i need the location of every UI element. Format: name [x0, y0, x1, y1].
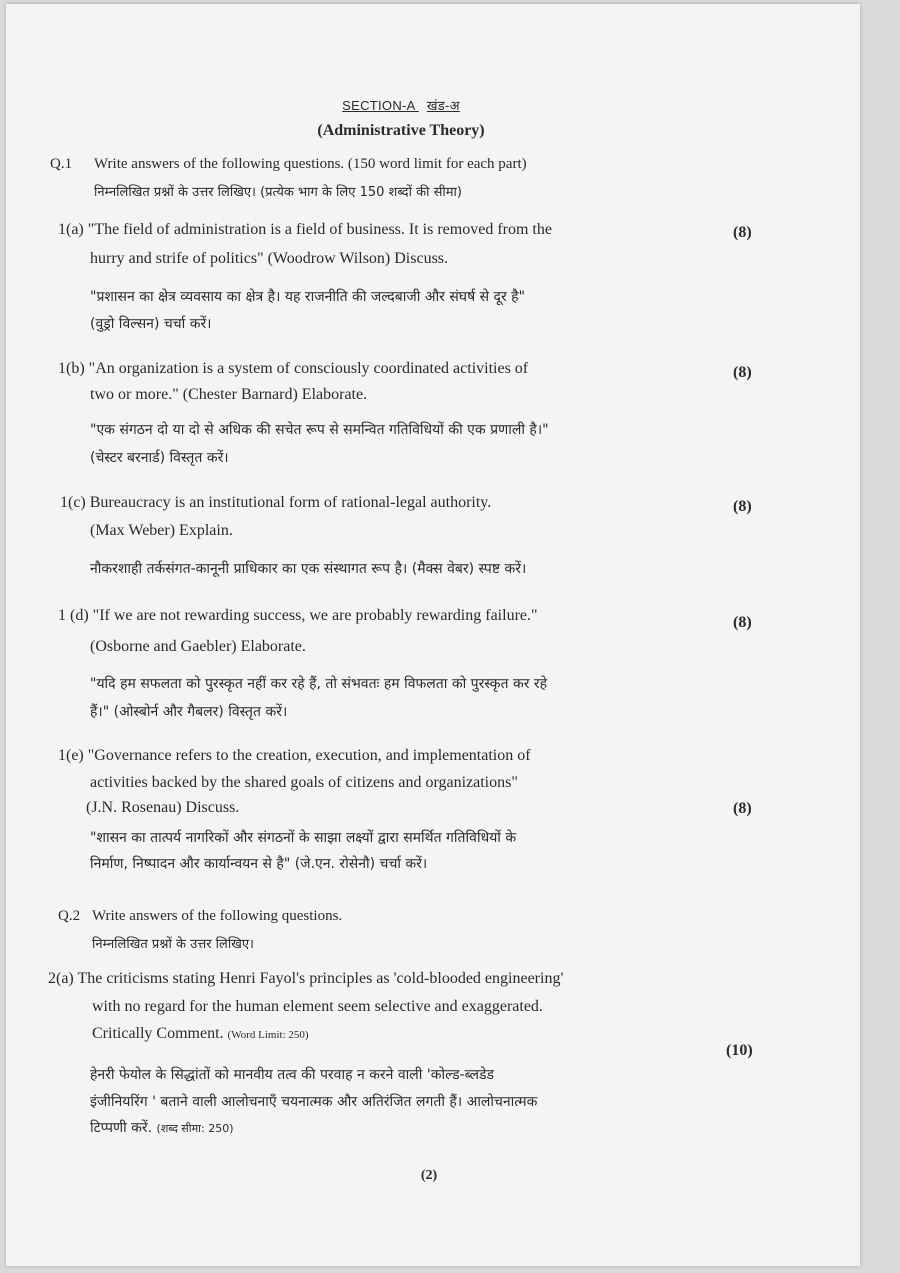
- q1c-text-line1: 1(c) Bureaucracy is an institutional form of rational-legal authority.: [60, 494, 492, 511]
- q1c-hindi-line1: नौकरशाही तर्कसंगत-कानूनी प्राधिकार का एक संस्थागत रूप है। (मैक्स वेबर) स्पष्ट करें।: [90, 561, 527, 577]
- q1e-text-line2: activities backed by the shared goals of citizens and organizations": [90, 774, 518, 791]
- q2a-hindi-comment: टिप्पणी करें.: [90, 1120, 153, 1136]
- q2a-text-line1: 2(a) The criticisms stating Henri Fayol's principles as 'cold-blooded engineering': [48, 970, 564, 987]
- q1a-hindi-line2: (वुड्रो विल्सन) चर्चा करें।: [90, 316, 212, 332]
- q1b-hindi-line1: "एक संगठन दो या दो से अधिक की सचेत रूप से समन्वित गतिविधियों की एक प्रणाली है।": [90, 422, 549, 438]
- q1c-marks: (8): [733, 498, 752, 515]
- q1e-text-line3: (J.N. Rosenau) Discuss.: [86, 799, 240, 816]
- q1b-text-line2: two or more." (Chester Barnard) Elaborate.: [90, 386, 368, 403]
- q1e-hindi-line2: निर्माण, निष्पादन और कार्यान्वयन से है" (जे.एन. रोसेनौ) चर्चा करें।: [90, 856, 428, 872]
- q2a-hindi-line2: इंजीनियरिंग ' बताने वाली आलोचनाएँ चयनात्मक और अतिरंजित लगती हैं। आलोचनात्मक: [90, 1094, 538, 1110]
- q2-instruction: Write answers of the following questions.: [92, 908, 343, 924]
- q1d-hindi-line2: हैं।" (ओस्बोर्न और गैबलर) विस्तृत करें।: [90, 704, 288, 720]
- q2a-text-line2: with no regard for the human element seem selective and exaggerated.: [92, 998, 543, 1015]
- q1b-marks: (8): [733, 364, 752, 381]
- q2a-hindi-line3: [90, 1118, 234, 1137]
- q2a-marks: (10): [726, 1042, 753, 1059]
- q2a-word-limit: (Word Limit: 250): [227, 1029, 309, 1041]
- q1b-hindi-line2: (चेस्टर बरनार्ड) विस्तृत करें।: [90, 450, 229, 466]
- q2a-word-limit-hindi: (शब्द सीमा: 250): [156, 1122, 234, 1135]
- q1c-text-line2: (Max Weber) Explain.: [90, 522, 233, 539]
- q1e-hindi-line1: "शासन का तात्पर्य नागरिकों और संगठनों के साझा लक्ष्यों द्वारा समर्थित गतिविधियों के: [90, 830, 517, 846]
- q1-number: Q.1: [50, 156, 73, 172]
- q2a-critically-comment: Critically Comment.: [92, 1025, 224, 1042]
- q1-instruction-hindi: निम्नलिखित प्रश्नों के उत्तर लिखिए। (प्रत्येक भाग के लिए 150 शब्दों की सीमा): [94, 185, 462, 200]
- q1e-text-line1: 1(e) "Governance refers to the creation, execution, and implementation of: [58, 747, 531, 764]
- q1e-marks: (8): [733, 800, 752, 817]
- section-subtitle: (Administrative Theory): [317, 122, 485, 139]
- q1a-text-line2: hurry and strife of politics" (Woodrow Wilson) Discuss.: [90, 250, 449, 267]
- q2a-hindi-line1: हेनरी फेयोल के सिद्धांतों को मानवीय तत्व की परवाह न करने वाली 'कोल्ड-ब्लडेड: [90, 1067, 494, 1083]
- q1d-text-line2: (Osborne and Gaebler) Elaborate.: [90, 638, 306, 655]
- q2a-text-line3: [92, 1025, 309, 1043]
- section-heading: [6, 96, 796, 114]
- section-label: SECTION-A: [342, 98, 415, 113]
- q1d-marks: (8): [733, 614, 752, 631]
- q1d-text-line1: 1 (d) "If we are not rewarding success, we are probably rewarding failure.": [58, 607, 538, 624]
- q1a-text-line1: 1(a) "The field of administration is a field of business. It is removed from the: [58, 221, 552, 238]
- exam-page: [6, 4, 860, 1266]
- q2-instruction-hindi: निम्नलिखित प्रश्नों के उत्तर लिखिए।: [92, 937, 254, 952]
- q1-instruction: Write answers of the following questions. (150 word limit for each part): [94, 156, 527, 172]
- section-label-hindi: खंड-अ: [426, 98, 460, 113]
- page-number: (2): [420, 1168, 438, 1183]
- q1d-hindi-line1: "यदि हम सफलता को पुरस्कृत नहीं कर रहे हैं, तो संभवतः हम विफलता को पुरस्कृत कर रहे: [90, 676, 548, 692]
- q1a-marks: (8): [733, 224, 752, 241]
- q1b-text-line1: 1(b) "An organization is a system of consciously coordinated activities of: [58, 360, 529, 377]
- q2-number: Q.2: [58, 908, 81, 924]
- q1a-hindi-line1: "प्रशासन का क्षेत्र व्यवसाय का क्षेत्र है। यह राजनीति की जल्दबाजी और संघर्ष से दूर है": [90, 289, 526, 305]
